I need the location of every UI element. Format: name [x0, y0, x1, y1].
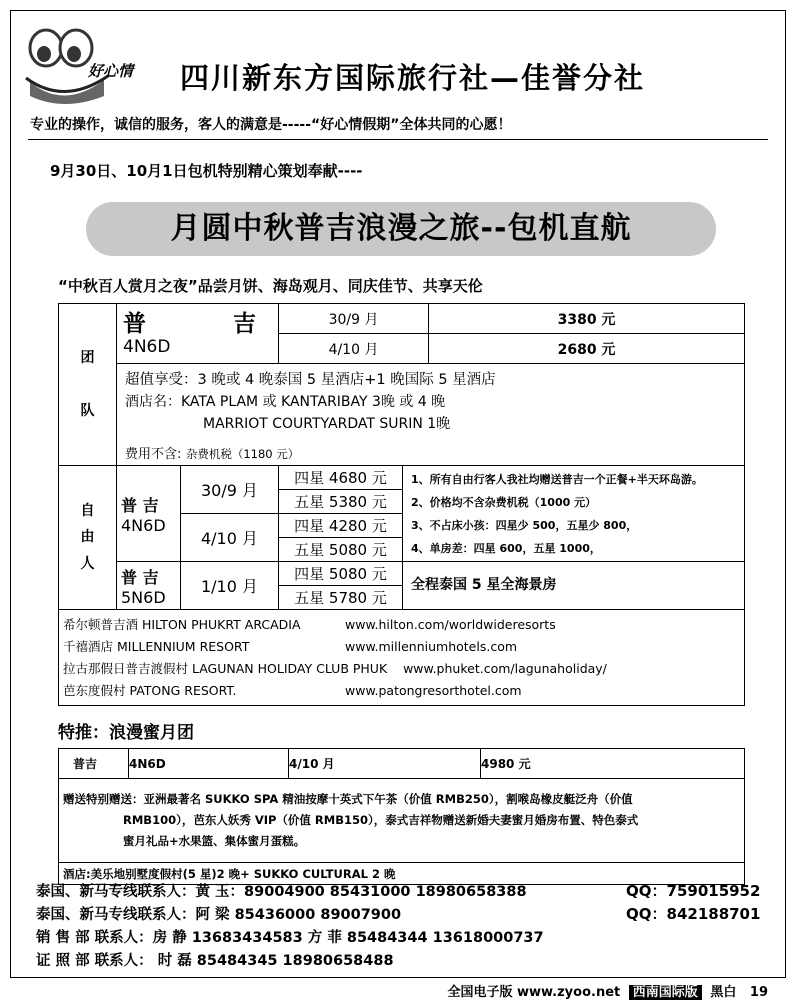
group-date: 30/9 月: [279, 304, 429, 334]
group-details-row: [59, 364, 745, 440]
group-label-2: 队: [80, 402, 95, 419]
charter-subheading: 9月30日、10月1日包机特别精心策划奉献----: [50, 162, 363, 180]
honeymoon-date: 4/10 月: [289, 749, 481, 779]
free-dest-b-name: 普 吉: [121, 567, 159, 587]
group-exclusion: [117, 440, 745, 466]
slogan: 专业的操作，诚信的服务，客人的满意是-----“好心情假期”全体共同的心愿！: [30, 117, 512, 133]
free-note: 4、单房差：四星 600，五星 1000，: [411, 542, 601, 555]
free-dest-b-duration: 5N6D: [121, 587, 166, 607]
honeymoon-gift-row: [59, 779, 745, 863]
honeymoon-feature-title: 特推：浪漫蜜月团: [58, 723, 194, 743]
free-price: 五星 5380 元: [279, 490, 403, 514]
contact-line: 证 照 部 联系人： 时 磊 85484345 18980658488: [36, 953, 394, 969]
free-label-2: 由: [80, 529, 95, 546]
honeymoon-gifts: [59, 779, 745, 863]
exclusion-label: 费用不含:: [125, 446, 182, 462]
group-hotel-line-1: 酒店名：KATA PLAM 或 KANTARIBAY 3晚 或 4 晚: [125, 393, 446, 410]
free-price: 五星 5780 元: [279, 586, 403, 610]
footer-edition: 西南国际版: [629, 985, 702, 1000]
free-label-3: 人: [80, 555, 95, 572]
qq-number: QQ：842188701: [626, 905, 761, 923]
honeymoon-table: [58, 748, 745, 885]
group-exclusion-row: [59, 440, 745, 466]
tour-price-table: [58, 303, 745, 706]
page-footer: [447, 981, 768, 1000]
gift-line-2: RMB100），芭东人妖秀 VIP（价值 RMB150），泰式吉祥物赠送新婚夫妻蜜月婚房布置、特色泰式: [123, 813, 639, 827]
free-note: 1、所有自由行客人我社均赠送普吉一个正餐+半天环岛游。: [411, 473, 703, 486]
hotel-list-row: [59, 610, 745, 706]
free-row-1: [59, 466, 745, 490]
group-hotel-line-2: MARRIOT COURTYARDAT SURIN 1晚: [203, 415, 451, 432]
hotel-list: [59, 610, 745, 706]
group-price: 3380 元: [429, 304, 745, 334]
free-dest-a: [117, 466, 181, 562]
free-label-1: 自: [80, 502, 95, 519]
contact-line: 销 售 部 联系人：房 静 13683434583 方 菲 85484344 13618000737: [36, 930, 544, 946]
group-enjoy: 超值享受：3 晚或 4 晚泰国 5 星酒店+1 晚国际 5 星酒店: [125, 371, 496, 388]
contact-line: 泰国、新马专线联系人：阿 梁 85436000 89007900: [36, 907, 402, 923]
exclusion-value: 杂费机税（1180 元）: [185, 446, 300, 461]
qq-number: QQ：759015952: [626, 882, 761, 900]
group-label: [59, 304, 117, 466]
group-duration: 4N6D: [123, 336, 171, 357]
honeymoon-hotel: 酒店:美乐地别墅度假村(5 星)2 晚+ SUKKO CULTURAL 2 晚: [59, 863, 745, 885]
honeymoon-price: 4980 元: [481, 749, 745, 779]
free-label: [59, 466, 117, 610]
company-name: 四川新东方国际旅行社—佳誉分社: [180, 61, 646, 95]
free-note: 2、价格均不含杂费机税（1000 元）: [411, 496, 597, 509]
hotel-name: 希尔顿普吉酒 HILTON PHUKRT ARCADIA: [63, 616, 301, 632]
group-price: 2680 元: [429, 334, 745, 364]
footer-color-mode: 黑白: [710, 985, 737, 1000]
free-note: 3、不占床小孩：四星少 500，五星少 800，: [411, 519, 638, 532]
free-dest-b: [117, 562, 181, 610]
hotel-name: 千禧酒店 MILLENNIUM RESORT: [63, 638, 250, 654]
free-price: 四星 4280 元: [279, 514, 403, 538]
group-label-1: 团: [80, 349, 95, 366]
free-date: 1/10 月: [181, 562, 279, 610]
free-dest-a-duration: 4N6D: [121, 515, 166, 535]
page-number: 19: [749, 985, 768, 1000]
hotel-url: www.phuket.com/lagunaholiday/: [403, 660, 607, 676]
company-logo: [24, 24, 174, 106]
free-price: 四星 4680 元: [279, 466, 403, 490]
honeymoon-price-row: [59, 749, 745, 779]
hotel-url: www.millenniumhotels.com: [345, 638, 518, 654]
group-dest-1: 普: [123, 310, 146, 337]
hotel-name: 拉古那假日普吉渡假村 LAGUNAN HOLIDAY CLUB PHUK: [63, 660, 388, 676]
group-details: [117, 364, 745, 440]
group-dest-2: 吉: [233, 310, 256, 337]
honeymoon-duration: 4N6D: [129, 749, 289, 779]
theme-line: “中秋百人赏月之夜”品尝月饼、海岛观月、同庆佳节、共享天伦: [58, 277, 483, 295]
gift-line-3: 蜜月礼品+水果篮、集体蜜月蛋糕。: [123, 834, 306, 848]
free-date: 4/10 月: [181, 514, 279, 562]
free-dest-a-name: 普 吉: [121, 495, 159, 515]
hotel-url: www.patongresorthotel.com: [345, 682, 522, 698]
tour-banner: 月圆中秋普吉浪漫之旅--包机直航: [86, 202, 716, 256]
logo-text: 好心情: [88, 62, 134, 80]
hotel-url: www.hilton.com/worldwideresorts: [345, 616, 556, 632]
group-date: 4/10 月: [279, 334, 429, 364]
free-date: 30/9 月: [181, 466, 279, 514]
free-price: 四星 5080 元: [279, 562, 403, 586]
group-row-1: [59, 304, 745, 334]
group-destination-cell: [117, 304, 279, 364]
free-note-b: 全程泰国 5 星全海景房: [403, 562, 745, 610]
free-notes: [403, 466, 745, 562]
hotel-name: 芭东度假村 PATONG RESORT.: [63, 682, 237, 698]
contact-line: 泰国、新马专线联系人：黄 玉：89004900 85431000 18980658388: [36, 884, 527, 900]
free-row-5: [59, 562, 745, 586]
hotel-lagunan-line: [63, 658, 740, 680]
header-divider: [28, 139, 768, 140]
honeymoon-dest: 普吉: [59, 749, 129, 779]
free-price: 五星 5080 元: [279, 538, 403, 562]
footer-label: 全国电子版 www.zyoo.net: [447, 985, 621, 1000]
gift-line-1: 赠送特别赠送：亚洲最著名 SUKKO SPA 精油按摩十英式下午茶（价值 RMB250），割喉岛橡皮艇泛舟（价值: [63, 792, 633, 806]
